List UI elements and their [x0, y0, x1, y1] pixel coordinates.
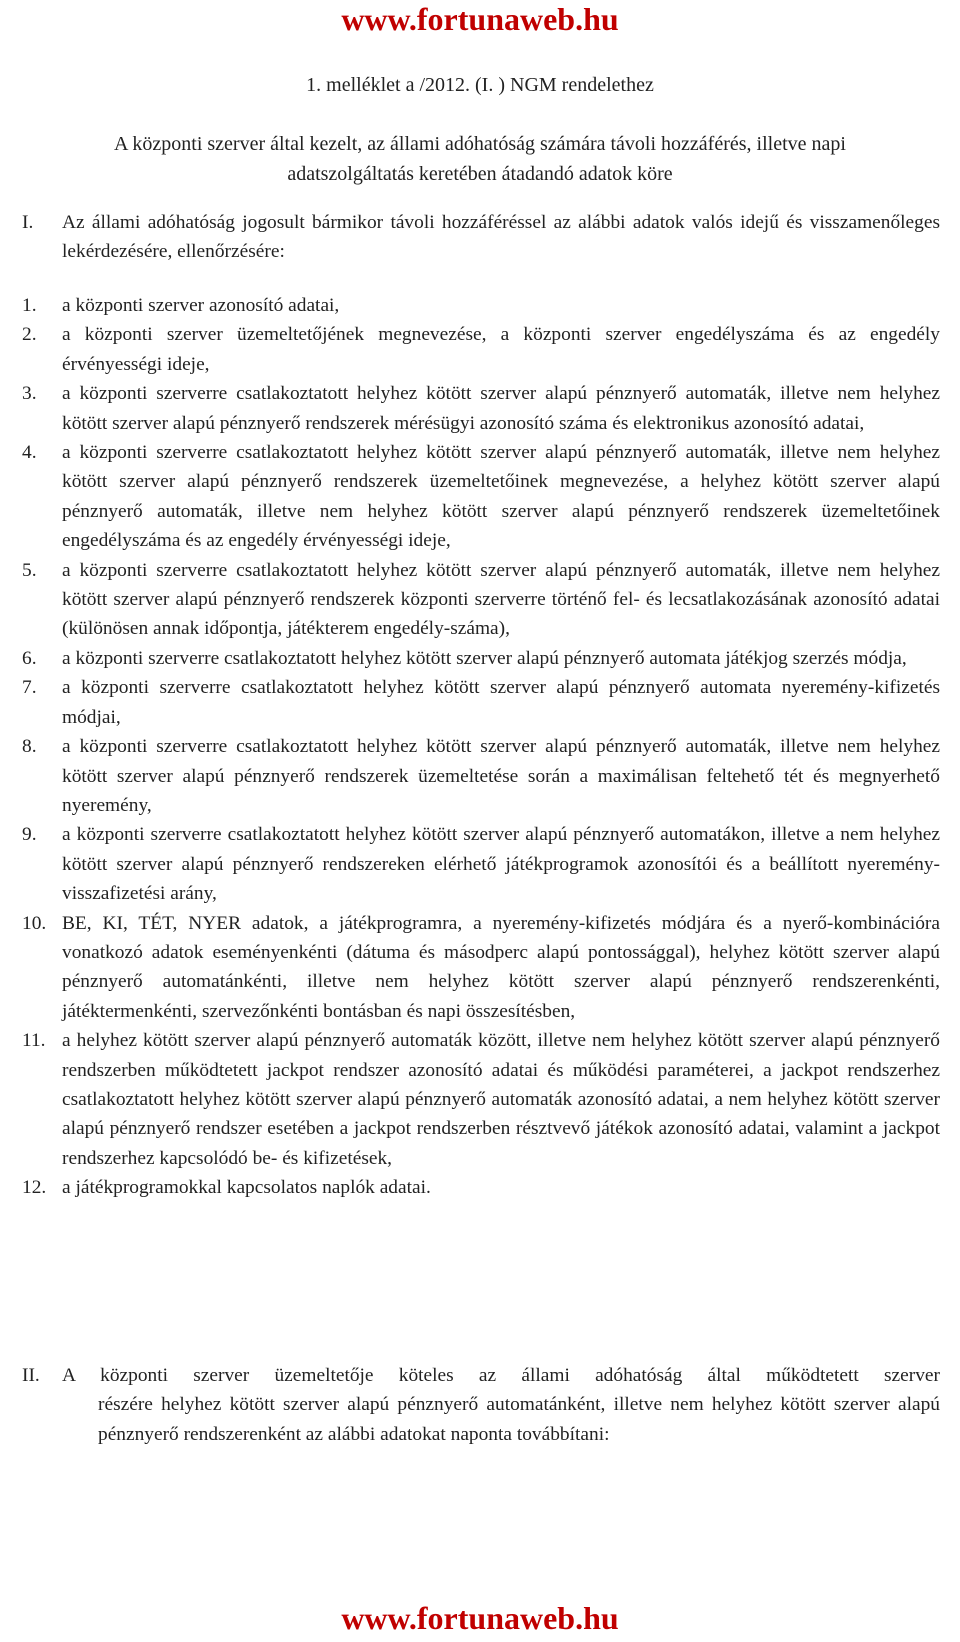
- section-one-numeral: I.: [22, 212, 34, 233]
- list-item-text: a játékprogramokkal kapcsolatos naplók adatai.: [62, 1177, 431, 1199]
- section-two-numeral: II.: [22, 1365, 40, 1386]
- document-title-line-1: A központi szerver által kezelt, az állami adóhatóság számára távoli hozzáférés, illetve napi: [114, 133, 846, 155]
- list-item: [22, 379, 940, 438]
- data-items-list: [22, 291, 940, 1203]
- list-item-number: 11.: [22, 1030, 46, 1052]
- list-item-number: 5.: [22, 559, 37, 581]
- list-item-text: a központi szerverre csatlakoztatott helyhez kötött szerver alapú pénznyerő automaták, illetve nem helyhez kötött szerver alapú pénznyerő rendszerek mérésügyi azonosító száma és elektronikus azonosító adatai,: [62, 383, 940, 434]
- list-item-number: 1.: [22, 295, 37, 316]
- list-item: [22, 1173, 940, 1202]
- list-item: [22, 1026, 940, 1173]
- list-item-number: 12.: [22, 1177, 47, 1199]
- list-item-text: a központi szerver üzemeltetőjének megnevezése, a központi szerver engedélyszáma és az engedély érvényességi ideje,: [62, 324, 940, 375]
- list-item: [22, 673, 940, 732]
- list-item: [22, 320, 940, 379]
- watermark-bottom: www.fortunaweb.hu: [341, 1600, 619, 1636]
- list-item-number: 3.: [22, 383, 37, 405]
- list-item: [22, 909, 940, 1027]
- list-item-number: 8.: [22, 736, 37, 758]
- section-one-text: Az állami adóhatóság jogosult bármikor távoli hozzáféréssel az alábbi adatok valós idejű és visszamenőleges lekérdezésére, ellenőrzésére:: [62, 212, 940, 263]
- list-item-number: 6.: [22, 647, 37, 669]
- list-item-text: a központi szerverre csatlakoztatott helyhez kötött szerver alapú pénznyerő automatákon, illetve a nem helyhez kötött szerver alapú pénznyerő rendszereken elérhető játékprogramok azonosítói és a beállított nyeremény-visszafizetési arány,: [62, 824, 940, 905]
- list-item: [22, 556, 940, 644]
- list-item: [22, 732, 940, 820]
- section-two-first-line: A központi szerver üzemeltetője köteles az állami adóhatóság által működtetett szerver: [62, 1365, 940, 1386]
- list-item-number: 9.: [22, 824, 37, 846]
- list-item-number: 10.: [22, 912, 47, 934]
- list-item-text: a központi szerverre csatlakoztatott helyhez kötött szerver alapú pénznyerő automaták, illetve nem helyhez kötött szerver alapú pénznyerő rendszerek üzemeltetőinek megnevezése, a helyhez kötött szerver alapú pénznyerő automaták, illetve nem helyhez kötött szerver alapú pénznyerő rendszerek üzemeltetőinek engedélyszáma és az engedély érvényességi ideje,: [62, 442, 940, 552]
- section-one: [22, 208, 940, 267]
- annex-reference: 1. melléklet a /2012. (I. ) NGM rendelethez: [306, 74, 654, 96]
- list-item: [22, 291, 940, 320]
- list-item: [22, 644, 940, 673]
- list-item: [22, 438, 940, 556]
- list-item-number: 4.: [22, 442, 37, 464]
- section-two: [22, 1361, 940, 1449]
- list-item-text: a központi szerverre csatlakoztatott helyhez kötött szerver alapú pénznyerő automata játékjog szerzés módja,: [62, 647, 907, 669]
- list-item-text: a központi szerverre csatlakoztatott helyhez kötött szerver alapú pénznyerő automaták, illetve nem helyhez kötött szerver alapú pénznyerő rendszerek üzemeltetése során a maximálisan feltehető tét és megnyerhető nyeremény,: [62, 736, 940, 816]
- list-item-text: BE, KI, TÉT, NYER adatok, a játékprogramra, a nyeremény-kifizetés módjára és a nyerő-kombinációra vonatkozó adatok eseményenkénti (dátuma és másodperc alapú pontossággal), helyhez kötött szerver alapú pénznyerő automatánkénti, illetve nem helyhez kötött szerver alapú pénznyerő rendszerenkénti, játéktermenkénti, szervezőnkénti bontásban és napi összesítésben,: [62, 912, 940, 1022]
- watermark-top: www.fortunaweb.hu: [341, 1, 619, 37]
- list-item: [22, 820, 940, 908]
- list-item-text: a helyhez kötött szerver alapú pénznyerő automaták között, illetve nem helyhez kötött szerver alapú pénznyerő rendszerben működtetett jackpot rendszer azonosító adatai és működési paraméterei, a jackpot rendszerhez csatlakoztatott helyhez kötött szerver alapú pénznyerő automaták azonosító adatai, a nem helyhez kötött szerver alapú pénznyerő rendszer esetében a jackpot rendszerben résztvevő játékok azonosító adatai, valamint a jackpot rendszerhez kapcsolódó be- és kifizetések,: [62, 1030, 940, 1169]
- list-item-number: 2.: [22, 324, 37, 346]
- list-item-text: a központi szerver azonosító adatai,: [62, 295, 340, 316]
- document-title-line-2: adatszolgáltatás keretében átadandó adatok köre: [287, 163, 673, 185]
- list-item-number: 7.: [22, 677, 37, 699]
- section-two-text: részére helyhez kötött szerver alapú pénznyerő automatánként, illetve nem helyhez kötött szerver alapú pénznyerő rendszerenként az alábbi adatokat naponta továbbítani:: [98, 1394, 940, 1445]
- list-item-text: a központi szerverre csatlakoztatott helyhez kötött szerver alapú pénznyerő automaták, illetve nem helyhez kötött szerver alapú pénznyerő rendszerek központi szerverre történő fel- és lecsatlakozásának azonosító adatai (különösen annak időpontja, játékterem engedély-száma),: [62, 559, 940, 640]
- list-item-text: a központi szerverre csatlakoztatott helyhez kötött szerver alapú pénznyerő automata nyeremény-kifizetés módjai,: [62, 677, 940, 728]
